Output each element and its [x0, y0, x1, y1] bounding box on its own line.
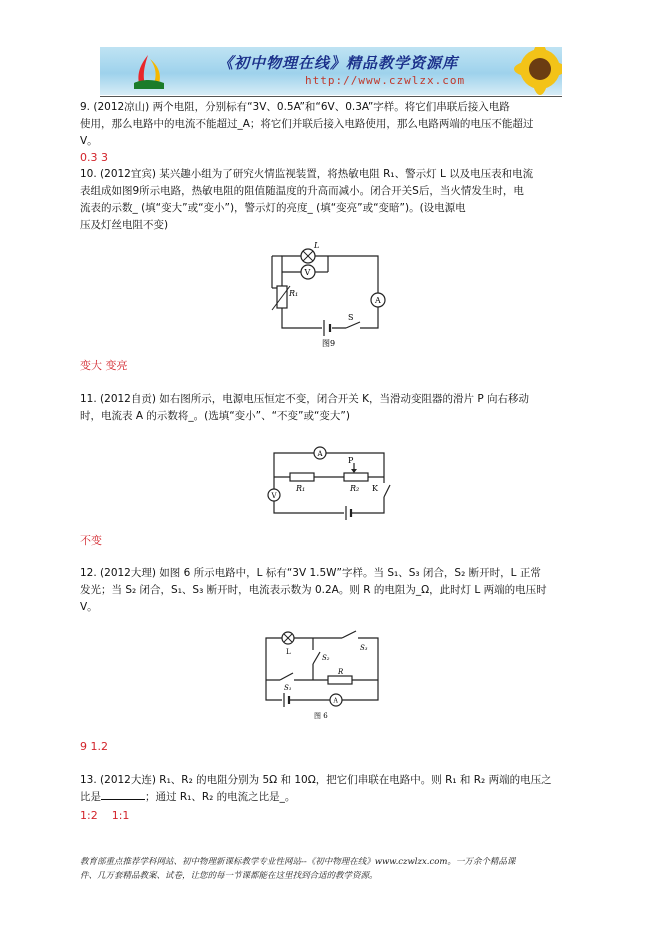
question-9-answer: 0.3 3: [80, 151, 108, 164]
voltmeter-label: V: [304, 268, 311, 277]
question-13-blank: [101, 799, 145, 800]
battery-icon: [322, 320, 332, 336]
question-13-line-2-b: ；通过 R₁、R₂ 的电流之比是_。: [145, 791, 296, 803]
switch-icon: [380, 483, 390, 497]
figure-6-caption: 图 6: [314, 712, 328, 720]
ammeter-label: A: [333, 697, 338, 705]
lamp-label: L: [314, 241, 320, 250]
question-13-line-1: 13. (2012大连) R₁、R₂ 的电阻分别为 5Ω 和 10Ω，把它们串联在电路中。则 R₁ 和 R₂ 两端的电压之: [80, 774, 552, 786]
resistor-label: R: [338, 668, 344, 676]
battery-icon: [282, 693, 290, 707]
question-10-line-2: 表组成如图9所示电路，热敏电阻的阻值随温度的升高而减小。闭合开关S后，当火情发生时，电: [80, 185, 524, 197]
banner-title: 《初中物理在线》精品教学资源库: [218, 54, 459, 72]
question-10: [80, 166, 580, 234]
figure-9-caption: 图9: [322, 339, 336, 348]
figure-9-circuit: [268, 238, 388, 350]
switch-s1-icon: [280, 673, 294, 684]
voltmeter-label: V: [271, 492, 277, 500]
ammeter-label: A: [317, 450, 323, 458]
question-10-answer: 变大 变亮: [80, 359, 128, 372]
question-10-line-4: 压及灯丝电阻不变): [80, 219, 169, 231]
footer-line-2: 件、几万套精品教案、试卷，让您的每一节课都能在这里找到合适的教学资源。: [80, 871, 378, 881]
switch-label: S: [348, 313, 354, 322]
question-10-line-3: 流表的示数_ (填“变大”或“变小”)，警示灯的亮度_ (填“变亮”或“变暗”)。(设电源电: [80, 202, 466, 214]
site-logo-icon: [130, 53, 166, 91]
battery-icon: [344, 506, 352, 520]
question-12-answer: 9 1.2: [80, 740, 108, 753]
header-rule: [100, 96, 562, 97]
question-13-line-2-a: 比是: [80, 791, 101, 803]
footer-line-1: 教育部重点推荐学科网站、初中物理新课标教学专业性网站--《初中物理在线》www.czwlzx.com。一万余个精品课: [80, 857, 516, 867]
question-12-line-1: 12. (2012大理) 如图 6 所示电路中，L 标有“3V 1.5W”字样。当 S₁、S₃ 闭合，S₂ 断开时，L 正常: [80, 567, 541, 579]
resistor-r-icon: [328, 676, 352, 684]
figure-6-circuit: [258, 628, 388, 724]
question-13-answer: 1:2 1:1: [80, 809, 130, 822]
figure-11-circuit: [262, 441, 407, 521]
s1-label: S₁: [284, 684, 292, 692]
lamp-icon: [301, 249, 315, 263]
s3-label: S₃: [360, 644, 368, 652]
question-12: [80, 565, 580, 616]
rheostat-r2-icon: [344, 463, 368, 481]
ammeter-label: A: [375, 296, 381, 305]
question-11-line-2: 时，电流表 A 的示数将_。(选填“变小”、“不变”或“变大”): [80, 410, 350, 422]
question-9: [80, 99, 580, 150]
thermistor-label: R₁: [289, 289, 299, 298]
resistor-r1-icon: [290, 473, 314, 481]
footer-note: [80, 855, 585, 883]
switch-icon: [346, 322, 360, 330]
switch-s3-icon: [342, 631, 358, 642]
question-10-line-1: 10. (2012宜宾) 某兴趣小组为了研究火情监视装置，将热敏电阻 R₁、警示灯 L 以及电压表和电流: [80, 168, 534, 180]
question-13-line-2: [80, 789, 580, 806]
switch-s2-icon: [309, 650, 320, 664]
question-11-line-1: 11. (2012自贡) 如右图所示，电源电压恒定不变，闭合开关 K，当滑动变阻器的滑片 P 向右移动: [80, 393, 530, 405]
question-11: [80, 391, 580, 425]
slider-label: P: [348, 456, 354, 465]
question-9-line-2: 使用，那么电路中的电流不能超过_A；将它们并联后接入电路使用，那么电路两端的电压不能超过: [80, 118, 534, 130]
question-9-line-3: V。: [80, 135, 98, 147]
question-12-line-3: V。: [80, 601, 98, 613]
r1-label: R₁: [296, 484, 306, 493]
header-banner: [100, 47, 562, 95]
lamp-icon: [282, 632, 294, 644]
question-13: [80, 772, 580, 806]
lamp-label: L: [286, 648, 291, 656]
question-11-answer: 不变: [80, 534, 102, 547]
sunflower-icon: [500, 47, 562, 95]
thermistor-icon: [272, 286, 290, 310]
r2-label: R₂: [350, 484, 360, 493]
switch-label: K: [372, 484, 378, 493]
s2-label: S₂: [322, 654, 330, 662]
question-12-line-2: 发光；当 S₂ 闭合，S₁、S₃ 断开时，电流表示数为 0.2A。则 R 的电阻为_Ω，此时灯 L 两端的电压时: [80, 584, 547, 596]
banner-url[interactable]: http://www.czwlzx.com: [305, 74, 466, 87]
question-9-line-1: 9. (2012凉山) 两个电阻，分别标有“3V、0.5A”和“6V、0.3A”字样。将它们串联后接入电路: [80, 101, 510, 113]
